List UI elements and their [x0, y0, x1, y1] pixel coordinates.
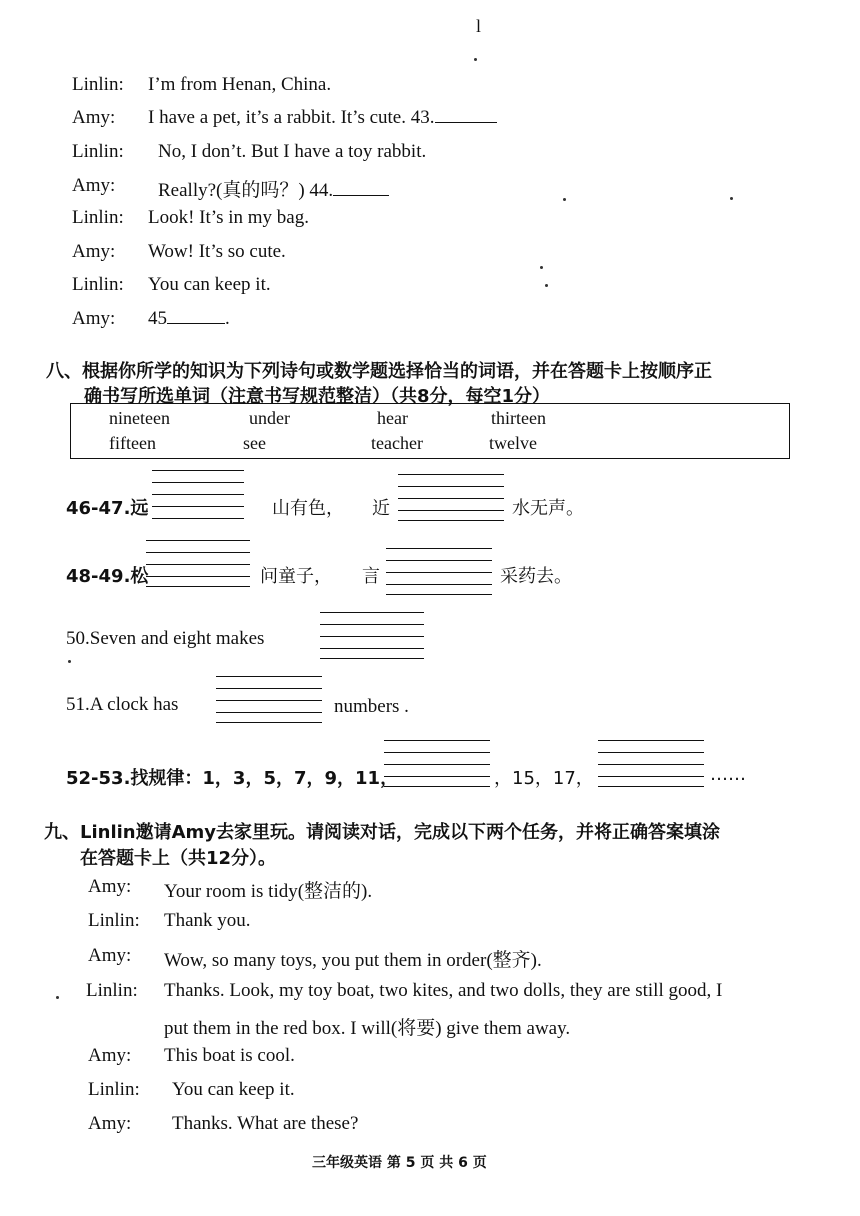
sequence-ellipsis: …… [710, 764, 746, 785]
line-text-tail: . [225, 308, 230, 329]
speaker: Amy: [88, 1045, 132, 1066]
answer-blank-44 [333, 194, 389, 196]
speaker: Linlin: [72, 141, 124, 162]
speaker: Amy: [72, 241, 116, 262]
poem-text: 近 [372, 498, 390, 519]
speck [545, 284, 548, 287]
line-text: Your room is tidy(整洁的). [164, 881, 373, 902]
speaker: Amy: [88, 876, 132, 897]
line-text [158, 175, 389, 202]
line-text: No, I don’t. But I have a toy rabbit. [158, 141, 427, 162]
answer-blank-43 [435, 121, 497, 123]
answer-blank-45 [167, 322, 225, 324]
line-text-content: 45 [148, 308, 167, 329]
question-51-end: numbers . [334, 696, 409, 717]
speck [56, 996, 59, 999]
line-text-content: I have a pet, it’s a rabbit. It’s cute. 43. [148, 107, 435, 128]
speaker: Linlin: [88, 910, 140, 931]
line-text: I’m from Henan, China. [148, 74, 332, 95]
speck [68, 660, 71, 663]
question-50: 50.Seven and eight makes [66, 628, 265, 649]
line-text: Thanks. Look, my toy boat, two kites, and two dolls, they are still good, I [164, 980, 723, 1001]
line-text: You can keep it. [172, 1079, 295, 1100]
word: thirteen [491, 408, 546, 428]
speaker: Linlin: [88, 1079, 140, 1100]
section-8-heading: 八、根据你所学的知识为下列诗句或数学题选择恰当的词语，并在答题卡上按顺序正 [46, 361, 712, 382]
poem-text: 水无声。 [512, 498, 584, 519]
section-8-heading-cont: 确书写所选单词（注意书写规范整洁）（共8分，每空1分） [84, 386, 551, 407]
section-9-heading-cont: 在答题卡上（共12分）。 [80, 848, 277, 869]
word: nineteen [109, 408, 170, 428]
section-9-heading: 九、Linlin邀请Amy去家里玩。请阅读对话，完成以下两个任务，并将正确答案填涂 [44, 822, 721, 843]
poem-text: 山有色， [272, 498, 344, 519]
speaker: Linlin: [72, 74, 124, 95]
line-text: Look! It’s in my bag. [148, 207, 309, 228]
line-text: This boat is cool. [164, 1045, 295, 1066]
page-footer: 三年级英语 第 5 页 共 6 页 [312, 1155, 487, 1171]
word: under [249, 408, 290, 428]
line-text: put them in the red box. I will(将要) give them away. [164, 1018, 571, 1039]
speck [540, 266, 543, 269]
header-mark: l [476, 16, 482, 36]
word: fifteen [109, 433, 156, 453]
line-text [148, 107, 497, 129]
poem-text: 言 [362, 566, 380, 587]
line-text-content: Really?(真的吗？) 44. [158, 180, 334, 201]
word: twelve [489, 433, 537, 453]
speaker: Amy: [72, 107, 116, 128]
speaker: Amy: [88, 1113, 132, 1134]
poem-text: 问童子， [260, 566, 332, 587]
question-51: 51.A clock has [66, 694, 179, 715]
speck [730, 197, 733, 200]
speaker: Amy: [88, 945, 132, 966]
word: teacher [371, 433, 423, 453]
word: hear [377, 408, 408, 428]
speck [563, 198, 566, 201]
line-text: You can keep it. [148, 274, 271, 295]
speck [474, 58, 477, 61]
speaker: Amy: [72, 175, 116, 196]
speaker: Linlin: [72, 207, 124, 228]
question-52-53: 52-53.找规律：1，3，5，7，9，11， [66, 768, 399, 789]
line-text [148, 308, 230, 330]
speaker: Amy: [72, 308, 116, 329]
line-text: Thank you. [164, 910, 251, 931]
speaker: Linlin: [86, 980, 138, 1001]
question-48-49: 48-49.松 [66, 566, 149, 587]
line-text: Wow, so many toys, you put them in order(整齐). [164, 950, 542, 971]
poem-text: 采药去。 [500, 566, 572, 587]
word-bank [70, 403, 790, 459]
question-46-47: 46-47.远 [66, 498, 149, 519]
sequence-text: ，15，17， [494, 768, 594, 789]
word: see [243, 433, 266, 453]
line-text: Wow! It’s so cute. [148, 241, 286, 262]
line-text: Thanks. What are these? [172, 1113, 359, 1134]
speaker: Linlin: [72, 274, 124, 295]
